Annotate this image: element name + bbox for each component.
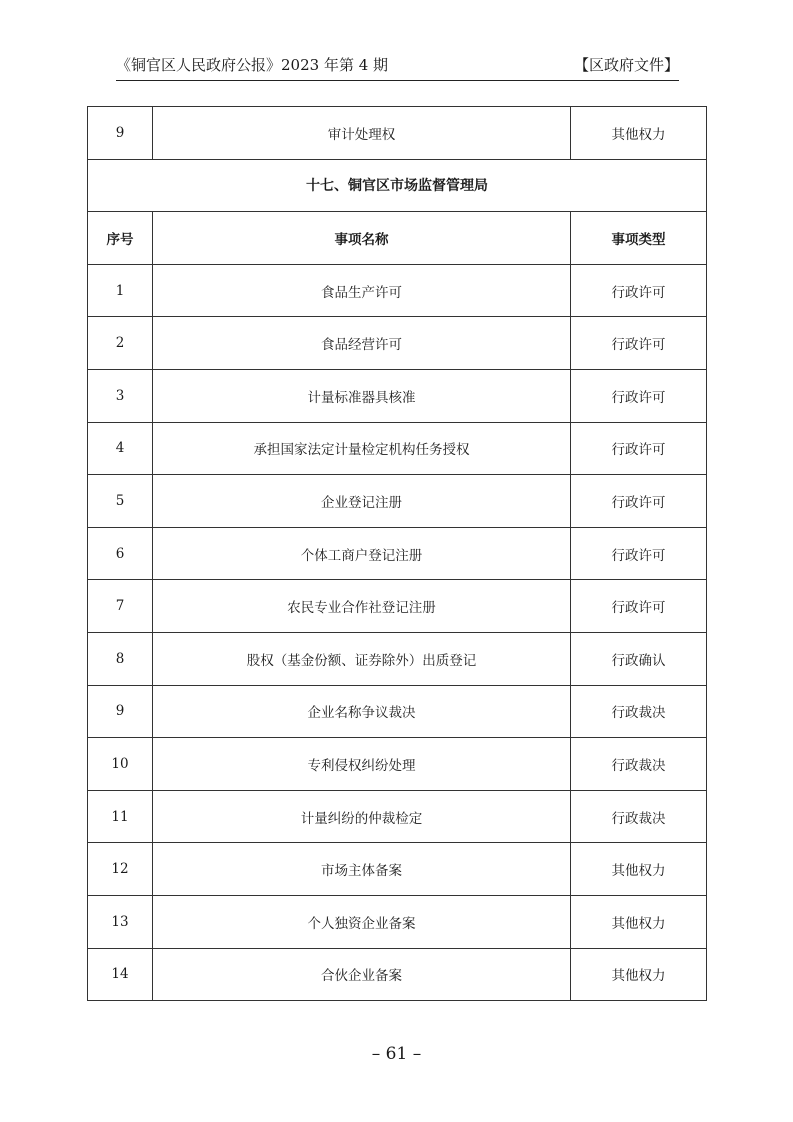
row-number: 3 <box>88 369 153 422</box>
item-name: 合伙企业备案 <box>153 948 571 1001</box>
table-row <box>88 685 707 738</box>
column-header-row <box>88 212 707 265</box>
row-number: 6 <box>88 527 153 580</box>
item-type: 行政许可 <box>571 369 707 422</box>
row-number: 1 <box>88 264 153 317</box>
item-type: 行政许可 <box>571 527 707 580</box>
item-name: 市场主体备案 <box>153 843 571 896</box>
row-number: 5 <box>88 475 153 528</box>
document-category: 【区政府文件】 <box>573 56 679 74</box>
item-type: 其他权力 <box>571 895 707 948</box>
row-number: 4 <box>88 422 153 475</box>
row-number: 10 <box>88 738 153 791</box>
item-type: 其他权力 <box>571 843 707 896</box>
row-number: 2 <box>88 317 153 370</box>
bulletin-title: 《铜官区人民政府公报》2023 年第 4 期 <box>116 56 389 74</box>
item-name: 审计处理权 <box>153 107 571 160</box>
section-row <box>88 159 707 212</box>
item-type: 行政许可 <box>571 264 707 317</box>
item-name: 承担国家法定计量检定机构任务授权 <box>153 422 571 475</box>
table-row <box>88 895 707 948</box>
item-name: 计量纠纷的仲裁检定 <box>153 790 571 843</box>
row-number: 12 <box>88 843 153 896</box>
row-number: 9 <box>88 107 153 160</box>
table-row <box>88 738 707 791</box>
item-name: 食品生产许可 <box>153 264 571 317</box>
item-name: 专利侵权纠纷处理 <box>153 738 571 791</box>
item-type: 行政裁决 <box>571 685 707 738</box>
row-number: 9 <box>88 685 153 738</box>
item-type: 行政裁决 <box>571 738 707 791</box>
item-name: 企业登记注册 <box>153 475 571 528</box>
table-row <box>88 369 707 422</box>
item-name: 企业名称争议裁决 <box>153 685 571 738</box>
table-row <box>88 264 707 317</box>
column-header-name: 事项名称 <box>153 212 571 265</box>
power-list-table <box>87 106 707 1001</box>
section-title: 十七、铜官区市场监督管理局 <box>88 159 707 212</box>
row-number: 14 <box>88 948 153 1001</box>
column-header-number: 序号 <box>88 212 153 265</box>
row-number: 13 <box>88 895 153 948</box>
table-row <box>88 107 707 160</box>
table-row <box>88 790 707 843</box>
table-row <box>88 948 707 1001</box>
table-row <box>88 317 707 370</box>
item-name: 个人独资企业备案 <box>153 895 571 948</box>
item-name: 股权（基金份额、证券除外）出质登记 <box>153 632 571 685</box>
item-name: 农民专业合作社登记注册 <box>153 580 571 633</box>
column-header-type: 事项类型 <box>571 212 707 265</box>
item-type: 行政许可 <box>571 317 707 370</box>
table-row <box>88 843 707 896</box>
table-row <box>88 527 707 580</box>
item-type: 行政许可 <box>571 475 707 528</box>
row-number: 7 <box>88 580 153 633</box>
item-type: 行政裁决 <box>571 790 707 843</box>
table-row <box>88 580 707 633</box>
table-row <box>88 475 707 528</box>
item-type: 其他权力 <box>571 107 707 160</box>
item-type: 行政许可 <box>571 580 707 633</box>
item-name: 食品经营许可 <box>153 317 571 370</box>
page-header <box>116 54 679 81</box>
item-type: 行政许可 <box>571 422 707 475</box>
page-number: – 61 – <box>371 1044 422 1064</box>
table-row <box>88 632 707 685</box>
item-type: 其他权力 <box>571 948 707 1001</box>
item-name: 计量标准器具核准 <box>153 369 571 422</box>
item-name: 个体工商户登记注册 <box>153 527 571 580</box>
row-number: 8 <box>88 632 153 685</box>
row-number: 11 <box>88 790 153 843</box>
table-row <box>88 422 707 475</box>
item-type: 行政确认 <box>571 632 707 685</box>
